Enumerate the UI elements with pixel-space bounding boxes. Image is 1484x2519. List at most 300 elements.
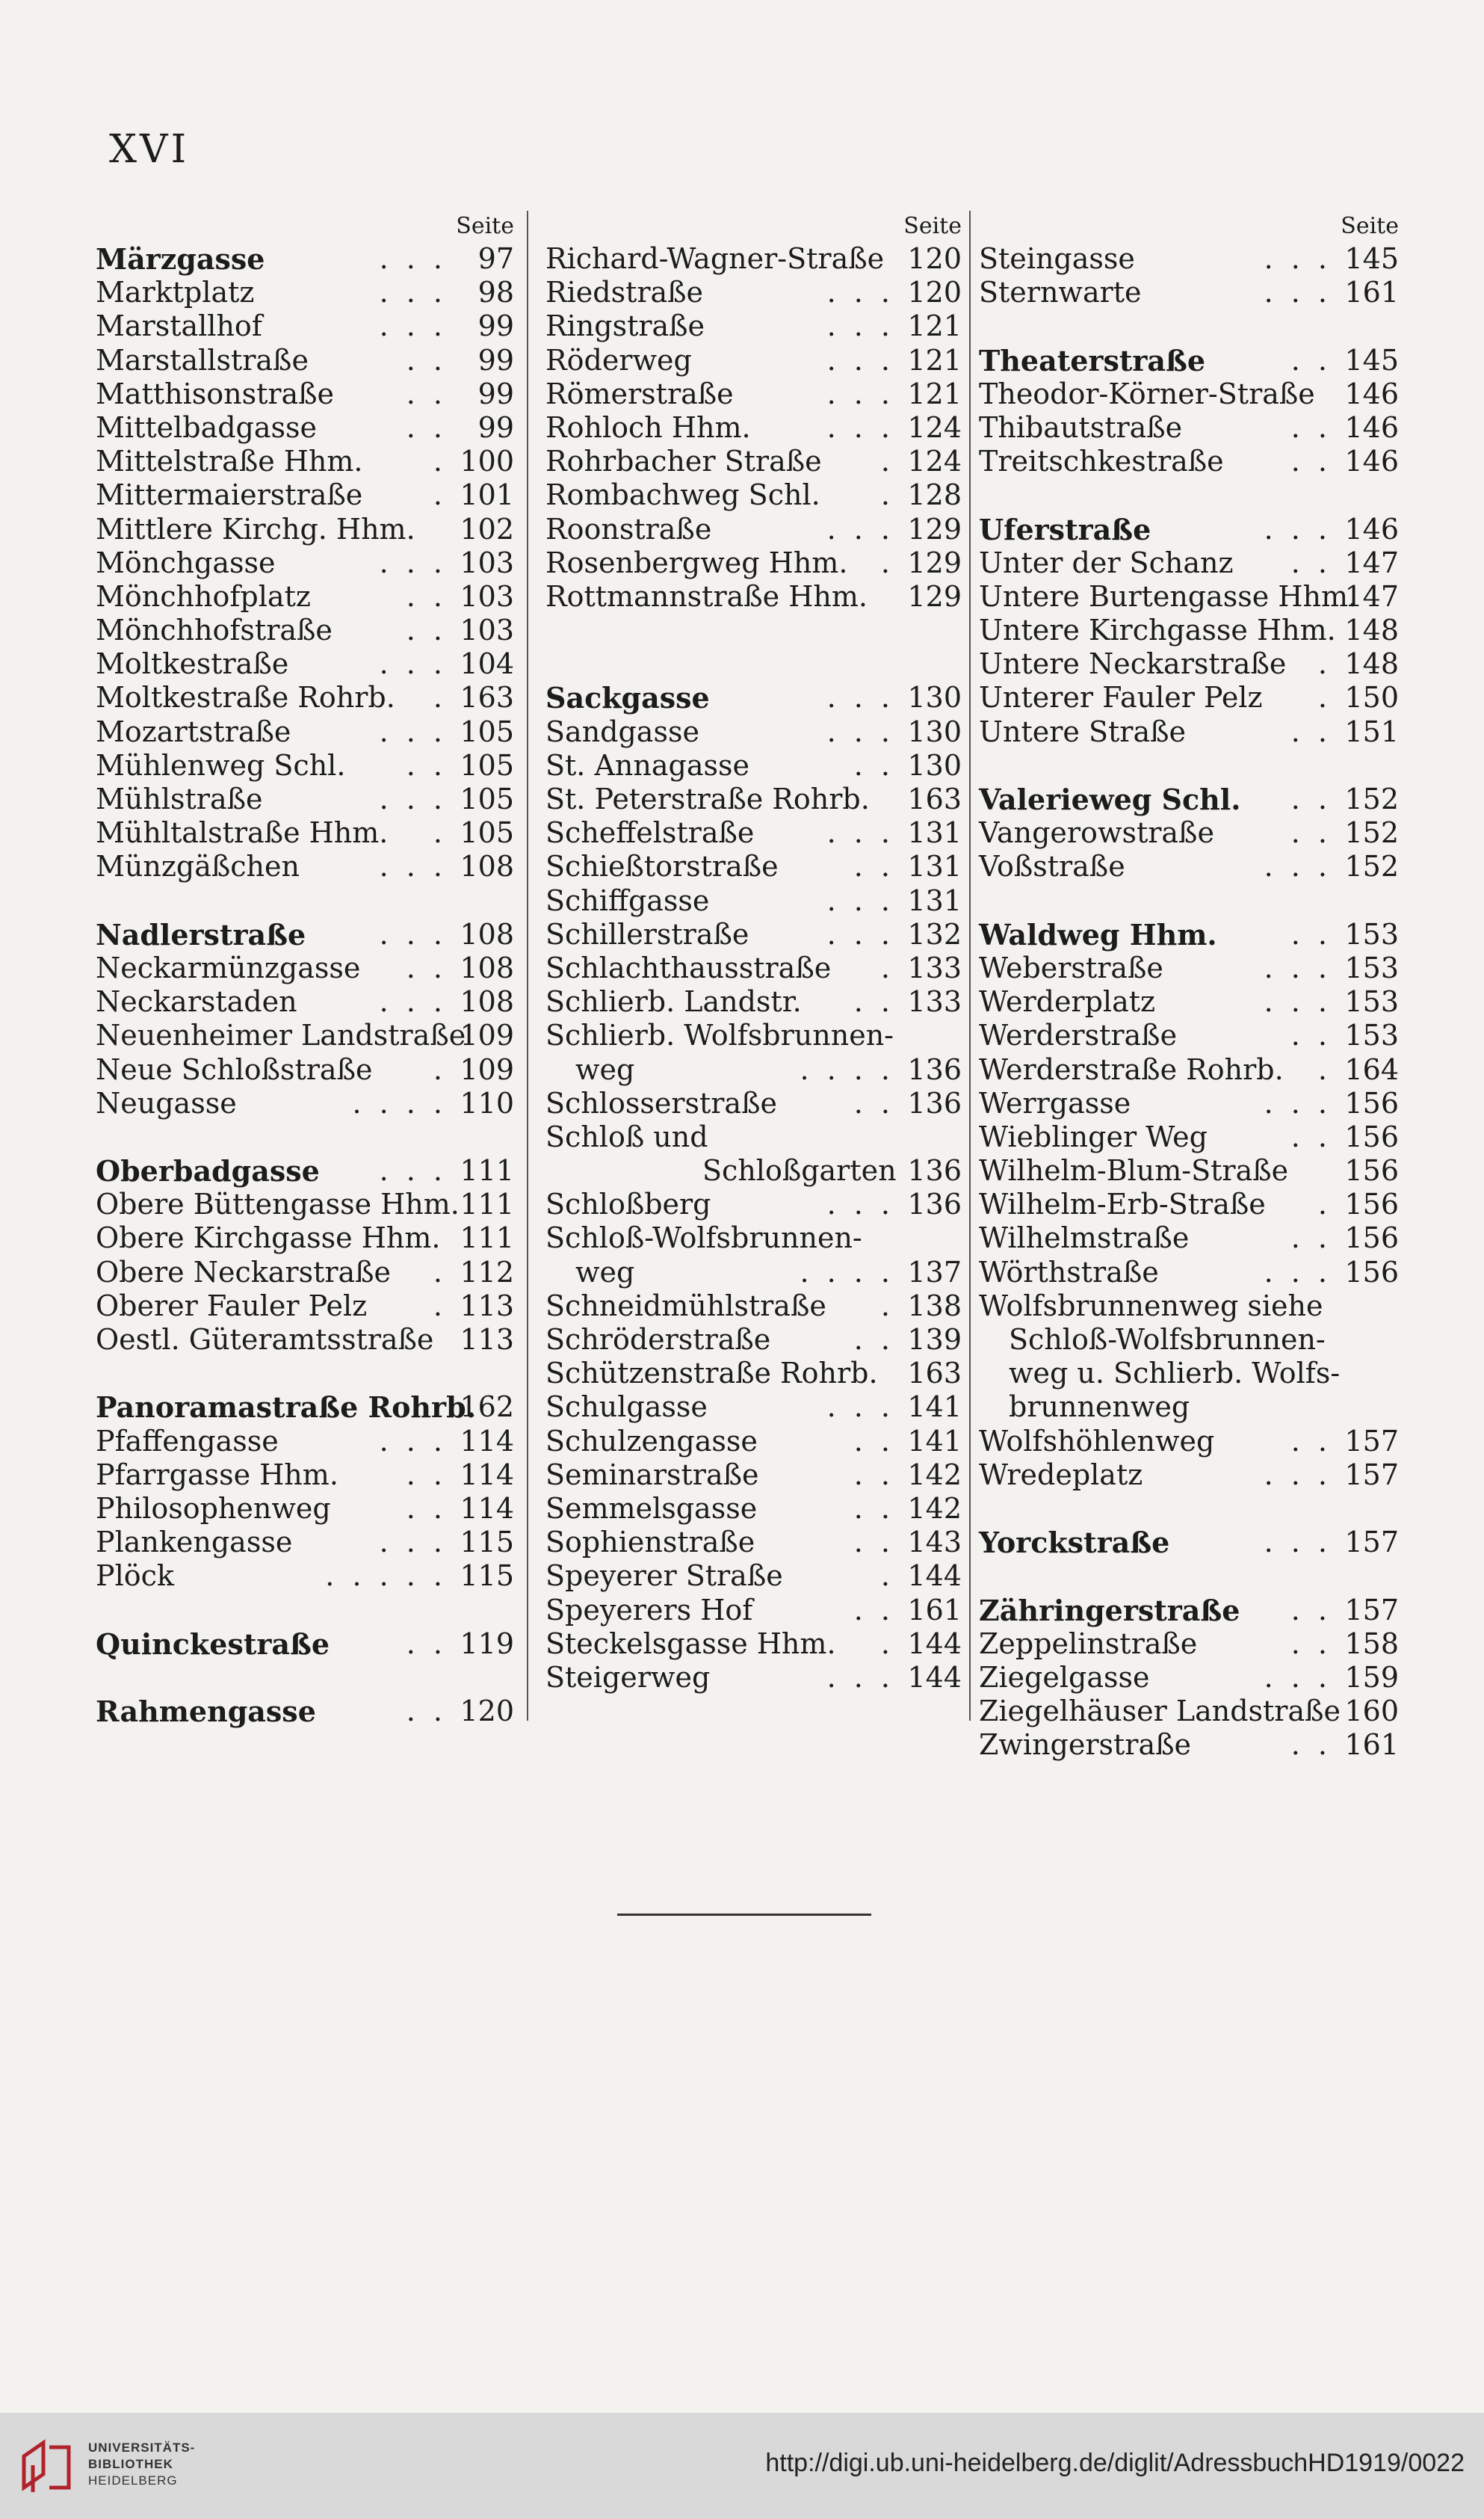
street-name: Schützenstraße Rohrb. (545, 1357, 878, 1390)
index-entry (979, 918, 1399, 952)
page-reference: 110 (460, 1086, 514, 1120)
leader-dots: . . (406, 1627, 447, 1660)
street-name: Schiffgasse (545, 884, 710, 917)
leader-dots: . . (406, 748, 447, 782)
page-reference: 130 (907, 681, 962, 715)
street-name: Pfaffengasse (96, 1424, 279, 1458)
index-entry (979, 1458, 1399, 1492)
leader-dots: . . (406, 377, 447, 410)
index-entry (96, 1154, 514, 1188)
street-name: Moltkestraße (96, 647, 289, 681)
page-reference: 133 (907, 951, 962, 984)
leader-dots: . . . . (352, 1086, 447, 1120)
library-logo-text (88, 2440, 195, 2489)
street-name: Werderstraße (979, 1019, 1178, 1052)
page-reference: 103 (460, 546, 514, 579)
page-reference: 150 (1344, 681, 1399, 715)
index-entry (96, 1188, 514, 1221)
street-name: Oberbadgasse (96, 1154, 320, 1188)
index-entry (545, 985, 962, 1019)
index-entry (545, 952, 962, 985)
page-reference: 133 (907, 985, 962, 1019)
page-reference: 156 (1344, 1188, 1399, 1221)
leader-dots: . . . (826, 512, 894, 546)
street-name: Rosenbergweg Hhm. (545, 546, 848, 579)
index-entry (979, 1526, 1399, 1559)
street-name: weg (575, 1052, 635, 1086)
leader-dots: . . . . (800, 1052, 894, 1086)
page-reference: 130 (907, 715, 962, 748)
index-entry (96, 1559, 514, 1593)
street-name: Zeppelinstraße (979, 1627, 1198, 1660)
index-gap (96, 1594, 514, 1627)
page-reference: 148 (1344, 614, 1399, 647)
index-entry (979, 1390, 1399, 1424)
leader-dots: . . . (1264, 985, 1332, 1019)
leader-dots: . . (1290, 546, 1332, 579)
index-entry (545, 1087, 962, 1120)
index-entry (979, 445, 1399, 478)
page-reference: 143 (907, 1526, 962, 1559)
page-reference: 114 (460, 1458, 514, 1491)
street-name: Münzgäßchen (96, 850, 300, 884)
index-entry (96, 614, 514, 647)
page-reference: 124 (907, 445, 962, 478)
index-entry (96, 783, 514, 816)
street-name: Theodor-Körner-Straße (979, 377, 1315, 410)
index-entry (979, 614, 1399, 647)
leader-dots: . . . (1264, 242, 1332, 275)
index-entry (96, 377, 514, 411)
index-entry (545, 1458, 962, 1492)
street-name: Obere Büttengasse Hhm. (96, 1188, 460, 1221)
leader-dots: . . . (1264, 951, 1332, 984)
index-entry (545, 1188, 962, 1221)
page-reference: 153 (1344, 1019, 1399, 1052)
logo-line: UNIVERSITÄTS- (88, 2441, 196, 2455)
leader-dots: . (433, 816, 447, 850)
page-reference: 103 (460, 614, 514, 647)
leader-dots: . (1317, 1052, 1332, 1086)
leader-dots: . . (853, 1526, 894, 1559)
leader-dots: . . (1290, 445, 1332, 478)
page-reference: 99 (477, 377, 514, 410)
page-reference: 157 (1344, 1593, 1399, 1627)
page-reference: 99 (477, 309, 514, 343)
index-entry (96, 850, 514, 884)
index-gap (979, 478, 1399, 512)
page-reference: 104 (460, 647, 514, 681)
street-name: Mönchgasse (96, 546, 276, 579)
page-reference: 113 (460, 1289, 514, 1322)
page-reference: 161 (1344, 1728, 1399, 1762)
index-entry (96, 276, 514, 309)
index-entry (979, 1695, 1399, 1728)
street-name: Rottmannstraße Hhm. (545, 579, 868, 613)
page-reference: 115 (460, 1526, 514, 1559)
page-reference: 129 (907, 579, 962, 613)
street-name: Wieblinger Weg (979, 1120, 1208, 1153)
page-reference: 111 (460, 1221, 514, 1255)
leader-dots: . . . (1264, 512, 1332, 546)
leader-dots: . (880, 445, 894, 478)
street-name: Treitschkestraße (979, 445, 1224, 478)
index-entry (96, 309, 514, 343)
street-name: Mittelbadgasse (96, 410, 318, 444)
page-reference: 147 (1344, 546, 1399, 579)
index-entry (96, 952, 514, 985)
page-reference: 156 (1344, 1255, 1399, 1289)
index-entry (545, 884, 962, 918)
street-name: Schloß-Wolfsbrunnen- (545, 1221, 862, 1255)
street-name: Weberstraße (979, 951, 1163, 984)
leader-dots: . . (406, 1491, 447, 1525)
index-entry (545, 1289, 962, 1323)
leader-dots: . . . (379, 1154, 447, 1188)
index-entry (979, 1357, 1399, 1390)
street-name: Untere Straße (979, 715, 1186, 748)
leader-dots: . (880, 1559, 894, 1593)
index-entry (545, 783, 962, 816)
street-name: Mühlenweg Schl. (96, 748, 346, 782)
street-name: Steingasse (979, 242, 1135, 275)
index-entry (545, 918, 962, 952)
index-entry (979, 242, 1399, 276)
street-name: Riedstraße (545, 276, 704, 309)
index-entry (979, 647, 1399, 681)
index-entry (979, 580, 1399, 614)
index-entry (545, 850, 962, 884)
street-name: Mönchhofplatz (96, 579, 311, 613)
index-entry (96, 1323, 514, 1357)
index-entry (96, 513, 514, 546)
leader-dots: . . . (1264, 1526, 1332, 1559)
leader-dots: . (880, 478, 894, 512)
leader-dots: . . . . (800, 1255, 894, 1289)
index-entry (979, 1289, 1399, 1323)
index-entry (545, 715, 962, 749)
page-reference: 148 (1344, 647, 1399, 681)
street-name: Schlierb. Landstr. (545, 985, 802, 1019)
page-reference: 124 (907, 410, 962, 444)
street-name: Neugasse (96, 1086, 237, 1120)
leader-dots: . . (406, 579, 447, 613)
street-name: Roonstraße (545, 512, 712, 546)
index-entry (96, 1390, 514, 1424)
page-reference: 97 (477, 242, 514, 275)
logo-line: HEIDELBERG (88, 2473, 178, 2488)
street-name: Untere Kirchgasse Hhm. (979, 614, 1336, 647)
page-reference: 163 (907, 1357, 962, 1390)
index-gap (979, 309, 1399, 343)
leader-dots: . . . (826, 1390, 894, 1424)
leader-dots: . . . (379, 985, 447, 1019)
street-name: Uferstraße (979, 512, 1151, 546)
page-reference: 98 (477, 276, 514, 309)
street-name: Yorckstraße (979, 1526, 1170, 1560)
leader-dots: . . . (379, 1424, 447, 1458)
index-entry (979, 1019, 1399, 1052)
page-reference: 136 (907, 1086, 962, 1120)
street-name: Sackgasse (545, 681, 710, 715)
index-entry (96, 1221, 514, 1255)
page-reference: 146 (1344, 512, 1399, 546)
page-reference: 152 (1344, 816, 1399, 850)
street-name: Schießtorstraße (545, 850, 779, 884)
leader-dots: . . . (826, 681, 894, 715)
street-name: Waldweg Hhm. (979, 917, 1217, 952)
page-reference: 153 (1344, 985, 1399, 1019)
index-entry (979, 1188, 1399, 1221)
leader-dots: . . . (826, 816, 894, 850)
page-reference: 159 (1344, 1660, 1399, 1694)
street-name: Märzgasse (96, 242, 265, 276)
index-entry (96, 1526, 514, 1559)
page-reference: 161 (907, 1593, 962, 1627)
leader-dots: . . (1290, 1221, 1332, 1255)
leader-dots: . . . (1264, 1660, 1332, 1694)
index-entry (545, 242, 962, 276)
index-entry (96, 918, 514, 952)
page-reference: 146 (1344, 377, 1399, 410)
page-reference: 109 (460, 1052, 514, 1086)
index-entry (545, 1425, 962, 1458)
street-name: Scheffelstraße (545, 816, 755, 850)
index-entry (979, 276, 1399, 309)
leader-dots: . . . (379, 647, 447, 681)
street-name: Schloß-Wolfsbrunnen- (1009, 1323, 1326, 1356)
street-name: Mittelstraße Hhm. (96, 445, 363, 478)
page-reference: 121 (907, 343, 962, 377)
index-entry (979, 681, 1399, 715)
page-reference: 119 (460, 1627, 514, 1660)
street-name: Mönchhofstraße (96, 614, 333, 647)
street-name: Mittlere Kirchg. Hhm. (96, 512, 415, 546)
page-reference: 108 (460, 917, 514, 951)
index-entry (979, 1594, 1399, 1627)
leader-dots: . . . (379, 546, 447, 579)
page-reference: 108 (460, 850, 514, 884)
index-entry (545, 1492, 962, 1526)
page-reference: 121 (907, 309, 962, 343)
index-entry (979, 952, 1399, 985)
index-entry (979, 1728, 1399, 1762)
leader-dots: . . . (826, 276, 894, 309)
street-name: Seminarstraße (545, 1458, 759, 1491)
index-entry (979, 1256, 1399, 1289)
street-name: Theaterstraße (979, 343, 1206, 377)
index-entry (545, 1357, 962, 1390)
page-reference: 136 (907, 1188, 962, 1221)
street-name: Valerieweg Schl. (979, 783, 1241, 816)
street-name: Schlosserstraße (545, 1086, 777, 1120)
page-reference: 130 (907, 748, 962, 782)
leader-dots: . (433, 1289, 447, 1322)
leader-dots: . . (853, 748, 894, 782)
leader-dots: . (1317, 681, 1332, 715)
leader-dots: . . (853, 850, 894, 884)
street-name: Werderplatz (979, 985, 1156, 1019)
index-entry (979, 1425, 1399, 1458)
page-reference: 142 (907, 1491, 962, 1525)
leader-dots: . . (1290, 917, 1332, 951)
page-reference: 151 (1344, 715, 1399, 748)
leader-dots: . . (1290, 1424, 1332, 1458)
index-entry (96, 344, 514, 377)
index-entry (979, 850, 1399, 884)
leader-dots: . . (406, 1458, 447, 1491)
index-entry (96, 411, 514, 445)
leader-dots: . . (406, 343, 447, 377)
index-entry (96, 1425, 514, 1458)
street-name: Semmelsgasse (545, 1491, 758, 1525)
leader-dots: . . . (379, 715, 447, 748)
street-name: Moltkestraße Rohrb. (96, 681, 395, 715)
street-name: Schulgasse (545, 1390, 708, 1424)
street-name: Neckarmünzgasse (96, 951, 361, 984)
street-name: Neuenheimer Landstraße (96, 1019, 466, 1052)
page-reference: 131 (907, 850, 962, 884)
index-entry (96, 1087, 514, 1120)
street-name: Werrgasse (979, 1086, 1131, 1120)
leader-dots: . . . (379, 917, 447, 951)
page-reference: 160 (1344, 1695, 1399, 1728)
street-name: Plankengasse (96, 1526, 293, 1559)
street-name: Steigerweg (545, 1660, 711, 1694)
page-reference: 161 (1344, 276, 1399, 309)
leader-dots: . . (1290, 410, 1332, 444)
leader-dots: . . (853, 1323, 894, 1356)
leader-dots: . . (1290, 1627, 1332, 1660)
leader-dots: . (1317, 647, 1332, 681)
page-reference: 114 (460, 1424, 514, 1458)
index-entry (545, 1526, 962, 1559)
index-entry (545, 1559, 962, 1593)
page-reference: 100 (460, 445, 514, 478)
leader-dots: . . (406, 1695, 447, 1728)
index-entry (96, 478, 514, 512)
index-gap (979, 884, 1399, 918)
index-entry (545, 1627, 962, 1661)
leader-dots: . . . (379, 783, 447, 815)
index-entry (545, 1120, 962, 1154)
index-entry (979, 377, 1399, 411)
column-divider (969, 211, 971, 1721)
leader-dots: . (433, 1255, 447, 1289)
page-reference: 103 (460, 579, 514, 613)
page-reference: 113 (460, 1323, 514, 1356)
index-entry (545, 478, 962, 512)
street-name: Obere Neckarstraße (96, 1255, 392, 1289)
leader-dots: . . . (826, 917, 894, 951)
street-name: Schloßgarten (702, 1154, 897, 1188)
page-reference: 157 (1344, 1458, 1399, 1491)
street-name: brunnenweg (1009, 1390, 1190, 1424)
index-entry (545, 1323, 962, 1357)
street-name: Mittermaierstraße (96, 478, 363, 512)
page-reference: 156 (1344, 1086, 1399, 1120)
index-entry (545, 1053, 962, 1087)
leader-dots: . . (1290, 343, 1332, 377)
street-name: Schillerstraße (545, 917, 749, 951)
page-reference: 163 (460, 681, 514, 715)
leader-dots: . . (853, 985, 894, 1019)
index-entry (545, 1661, 962, 1695)
page-reference: 102 (460, 512, 514, 546)
leader-dots: . . . (826, 343, 894, 377)
index-entry (979, 1154, 1399, 1188)
leader-dots: . . . (379, 309, 447, 343)
page-number: XVI (109, 127, 190, 172)
leader-dots: . . . (826, 1188, 894, 1221)
page-reference: 157 (1344, 1526, 1399, 1559)
street-name: Matthisonstraße (96, 377, 335, 410)
source-url-link[interactable]: http://digi.ub.uni-heidelberg.de/diglit/AdressbuchHD1919/0022 (765, 2449, 1465, 2477)
street-name: St. Peterstraße Rohrb. (545, 783, 870, 815)
street-name: Oberer Fauler Pelz (96, 1289, 368, 1322)
street-name: Plöck (96, 1559, 174, 1593)
page-reference: 128 (907, 478, 962, 512)
index-gap (96, 1661, 514, 1695)
page-reference: 120 (460, 1695, 514, 1728)
street-index (0, 211, 1484, 1762)
street-name: weg (575, 1255, 635, 1289)
street-name: Vangerowstraße (979, 816, 1214, 850)
street-name: Werderstraße Rohrb. (979, 1052, 1284, 1086)
index-gap (96, 1120, 514, 1154)
leader-dots: . . (1290, 783, 1332, 815)
street-name: Schröderstraße (545, 1323, 771, 1356)
index-entry (96, 749, 514, 783)
seite-header: Seite (903, 213, 962, 239)
index-column-2 (545, 211, 962, 1695)
leader-dots: . . . (1264, 850, 1332, 884)
index-entry (96, 1695, 514, 1728)
leader-dots: . . (1290, 1019, 1332, 1052)
index-entry (545, 445, 962, 478)
street-name: Richard-Wagner-Straße (545, 242, 885, 275)
street-name: Quinckestraße (96, 1627, 330, 1661)
street-name: Schneidmühlstraße (545, 1289, 826, 1322)
index-entry (545, 1221, 962, 1255)
street-name: Untere Burtengasse Hhm. (979, 579, 1358, 613)
page-reference: 145 (1344, 343, 1399, 377)
index-entry (979, 715, 1399, 749)
index-entry (96, 1458, 514, 1492)
page-reference: 121 (907, 377, 962, 410)
index-entry (96, 580, 514, 614)
footer-bar (0, 2413, 1484, 2519)
page-reference: 109 (460, 1019, 514, 1052)
leader-dots: . . (853, 1424, 894, 1458)
page-reference: 136 (907, 1154, 962, 1188)
page-reference: 131 (907, 884, 962, 917)
page-reference: 144 (907, 1660, 962, 1694)
index-entry (545, 1019, 962, 1052)
index-entry (979, 985, 1399, 1019)
index-gap (545, 647, 962, 681)
index-entry (979, 1053, 1399, 1087)
street-name: Obere Kirchgasse Hhm. (96, 1221, 441, 1255)
street-name: Ziegelhäuser Landstraße (979, 1695, 1341, 1728)
street-name: Rombachweg Schl. (545, 478, 820, 512)
street-name: Marktplatz (96, 276, 255, 309)
index-entry (96, 816, 514, 850)
logo-line: BIBLIOTHEK (88, 2457, 173, 2471)
page-reference: 108 (460, 985, 514, 1019)
street-name: Sandgasse (545, 715, 699, 748)
index-entry (545, 546, 962, 580)
